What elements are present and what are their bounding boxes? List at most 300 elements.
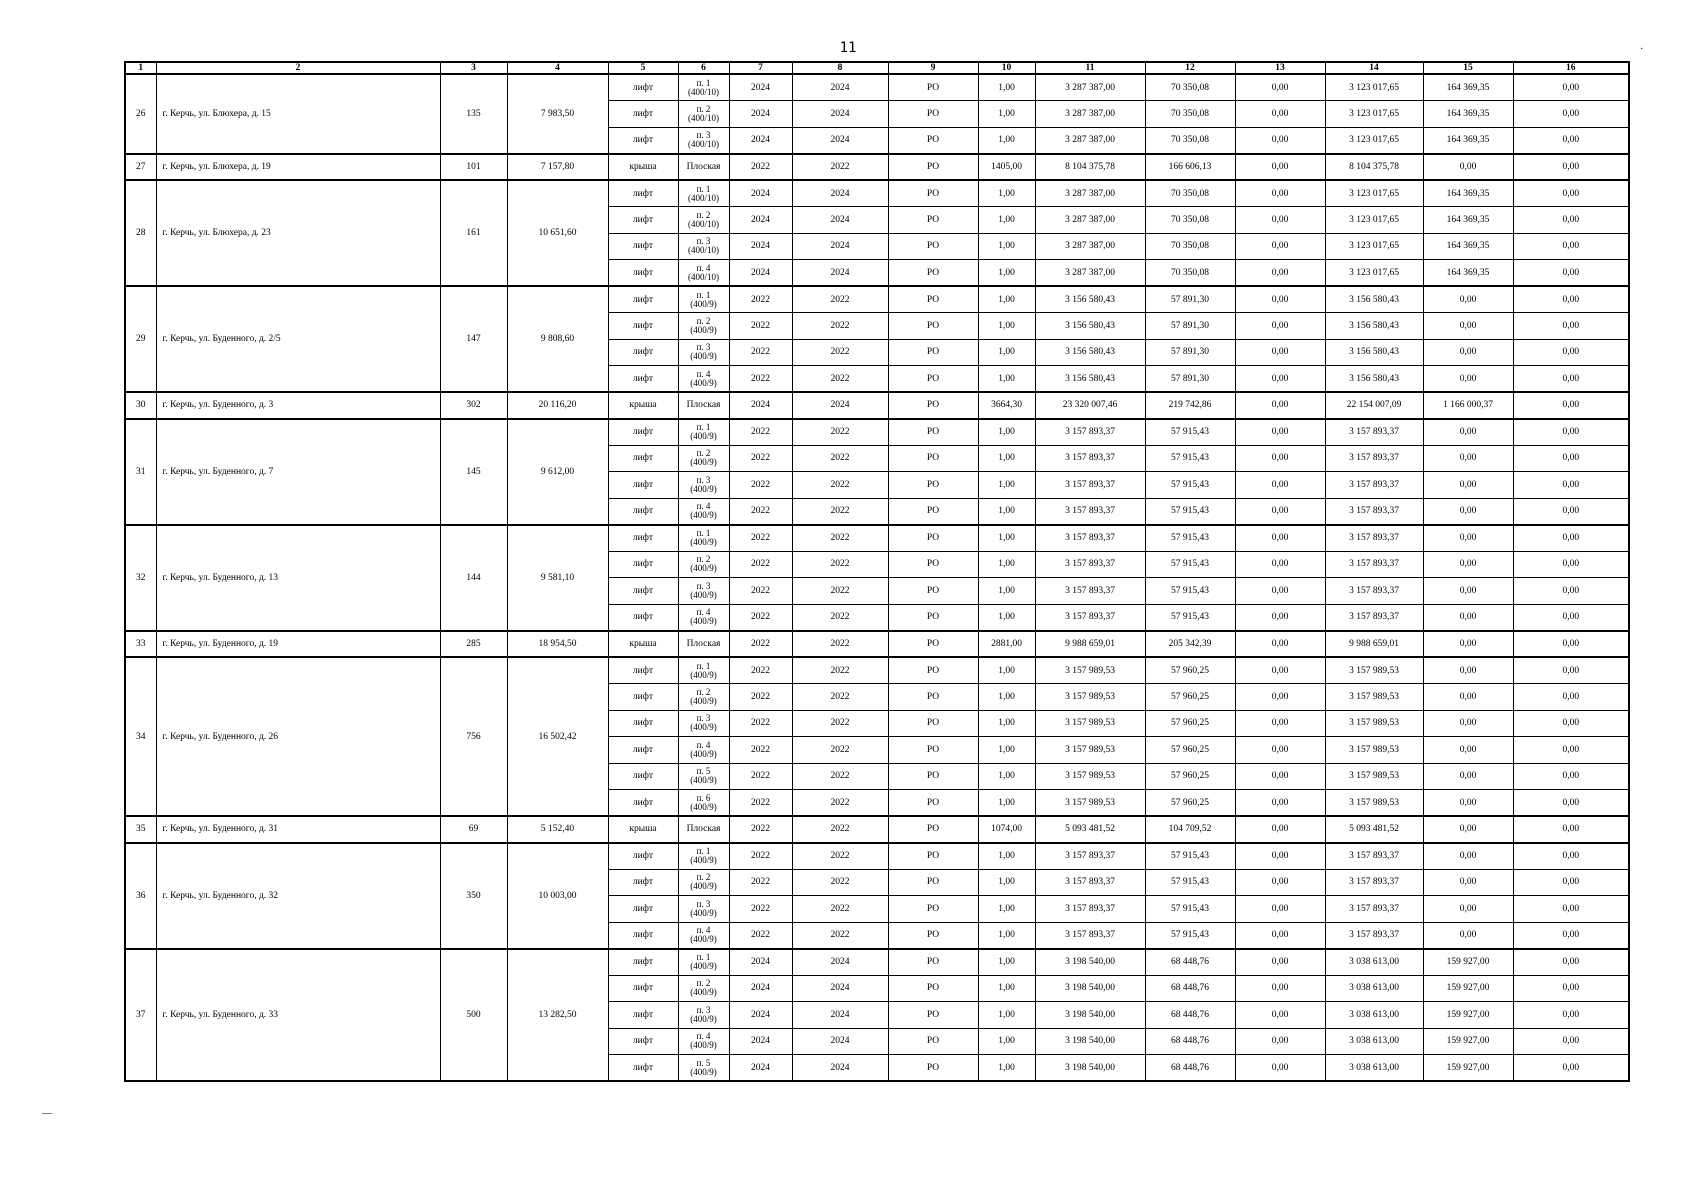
cell-col-11: 3 198 540,00 — [1035, 975, 1145, 1002]
cell-col-5: лифт — [608, 233, 678, 260]
cell-col-11: 3 157 893,37 — [1035, 525, 1145, 552]
cell-col-11: 3 156 580,43 — [1035, 366, 1145, 393]
cell-col-13: 0,00 — [1235, 525, 1325, 552]
cell-col-13: 0,00 — [1235, 207, 1325, 234]
cell-col-7: 2024 — [729, 975, 792, 1002]
cell-col-5: лифт — [608, 472, 678, 499]
cell-col-11: 3 157 989,53 — [1035, 737, 1145, 764]
cell-col-13: 0,00 — [1235, 339, 1325, 366]
column-header: 15 — [1423, 62, 1513, 74]
cell-col-16: 0,00 — [1513, 1002, 1629, 1029]
cell-address: г. Керчь, ул. Буденного, д. 3 — [156, 392, 440, 419]
cell-col-10: 1,00 — [978, 127, 1035, 154]
cell-col-11: 3 157 893,37 — [1035, 869, 1145, 896]
cell-col-12: 57 915,43 — [1145, 445, 1235, 472]
cell-col-14: 3 157 893,37 — [1325, 551, 1423, 578]
cell-col-8: 2022 — [792, 551, 888, 578]
cell-col-15: 0,00 — [1423, 816, 1513, 843]
cell-col-7: 2022 — [729, 896, 792, 923]
cell-col-7: 2022 — [729, 790, 792, 817]
cell-col-11: 3 157 893,37 — [1035, 922, 1145, 949]
cell-col-5: лифт — [608, 551, 678, 578]
cell-col-15: 0,00 — [1423, 710, 1513, 737]
cell-col-6: п. 4 (400/9) — [678, 498, 729, 525]
cell-col-12: 68 448,76 — [1145, 1055, 1235, 1082]
cell-num: 33 — [125, 631, 156, 658]
cell-col-7: 2024 — [729, 101, 792, 128]
cell-col-14: 3 157 893,37 — [1325, 419, 1423, 446]
cell-col-15: 0,00 — [1423, 339, 1513, 366]
cell-col-6: п. 5 (400/9) — [678, 763, 729, 790]
cell-col-12: 57 960,25 — [1145, 710, 1235, 737]
cell-col-5: лифт — [608, 922, 678, 949]
cell-col-6: п. 3 (400/9) — [678, 578, 729, 605]
cell-col-8: 2022 — [792, 631, 888, 658]
cell-col-11: 3 157 893,37 — [1035, 498, 1145, 525]
cell-col-13: 0,00 — [1235, 949, 1325, 976]
cell-col-15: 0,00 — [1423, 419, 1513, 446]
cell-col-8: 2022 — [792, 737, 888, 764]
cell-col-6: п. 2 (400/10) — [678, 207, 729, 234]
cell-col-14: 3 038 613,00 — [1325, 1002, 1423, 1029]
cell-col-15: 164 369,35 — [1423, 101, 1513, 128]
cell-col-7: 2024 — [729, 127, 792, 154]
cell-col-12: 57 960,25 — [1145, 790, 1235, 817]
cell-col-14: 8 104 375,78 — [1325, 154, 1423, 181]
cell-col-14: 3 156 580,43 — [1325, 313, 1423, 340]
cell-col-16: 0,00 — [1513, 180, 1629, 207]
cell-col-13: 0,00 — [1235, 763, 1325, 790]
cell-col-6: п. 3 (400/9) — [678, 339, 729, 366]
cell-col-6: п. 3 (400/9) — [678, 1002, 729, 1029]
cell-col-9: РО — [888, 339, 978, 366]
cell-col-9: РО — [888, 896, 978, 923]
cell-col-13: 0,00 — [1235, 657, 1325, 684]
cell-col-8: 2024 — [792, 233, 888, 260]
cell-col-5: лифт — [608, 74, 678, 101]
cell-col-6: п. 2 (400/9) — [678, 313, 729, 340]
cell-col-16: 0,00 — [1513, 657, 1629, 684]
cell-num: 28 — [125, 180, 156, 286]
cell-col-15: 0,00 — [1423, 763, 1513, 790]
cell-col-15: 159 927,00 — [1423, 1055, 1513, 1082]
cell-col-9: РО — [888, 1055, 978, 1082]
cell-col-9: РО — [888, 525, 978, 552]
cell-col-12: 57 915,43 — [1145, 578, 1235, 605]
cell-col-14: 3 123 017,65 — [1325, 127, 1423, 154]
table-row — [125, 419, 1629, 446]
cell-col-15: 0,00 — [1423, 737, 1513, 764]
cell-col-10: 1,00 — [978, 684, 1035, 711]
cell-col-5: лифт — [608, 578, 678, 605]
table-row — [125, 631, 1629, 658]
cell-col-5: лифт — [608, 339, 678, 366]
cell-col-10: 1,00 — [978, 286, 1035, 313]
cell-col-6: п. 2 (400/9) — [678, 684, 729, 711]
cell-col-8: 2022 — [792, 498, 888, 525]
column-header: 8 — [792, 62, 888, 74]
cell-col-7: 2024 — [729, 233, 792, 260]
cell-address: г. Керчь, ул. Буденного, д. 13 — [156, 525, 440, 631]
cell-col-5: лифт — [608, 710, 678, 737]
cell-col-11: 3 287 387,00 — [1035, 74, 1145, 101]
cell-col-10: 1,00 — [978, 101, 1035, 128]
cell-col-16: 0,00 — [1513, 684, 1629, 711]
cell-col-16: 0,00 — [1513, 74, 1629, 101]
cell-c3: 756 — [440, 657, 507, 816]
cell-c4: 7 157,80 — [507, 154, 608, 181]
cell-col-6: п. 1 (400/10) — [678, 74, 729, 101]
cell-col-9: РО — [888, 74, 978, 101]
cell-col-7: 2022 — [729, 339, 792, 366]
cell-col-16: 0,00 — [1513, 127, 1629, 154]
cell-col-5: лифт — [608, 207, 678, 234]
cell-col-13: 0,00 — [1235, 578, 1325, 605]
cell-col-16: 0,00 — [1513, 472, 1629, 499]
cell-col-7: 2024 — [729, 949, 792, 976]
cell-col-13: 0,00 — [1235, 896, 1325, 923]
cell-col-12: 205 342,39 — [1145, 631, 1235, 658]
cell-col-12: 57 960,25 — [1145, 763, 1235, 790]
cell-col-9: РО — [888, 684, 978, 711]
cell-col-12: 57 915,43 — [1145, 525, 1235, 552]
cell-col-12: 70 350,08 — [1145, 180, 1235, 207]
cell-col-7: 2022 — [729, 631, 792, 658]
cell-col-13: 0,00 — [1235, 286, 1325, 313]
column-header: 12 — [1145, 62, 1235, 74]
cell-col-14: 3 157 989,53 — [1325, 790, 1423, 817]
cell-col-8: 2022 — [792, 578, 888, 605]
cell-col-13: 0,00 — [1235, 74, 1325, 101]
cell-col-15: 0,00 — [1423, 154, 1513, 181]
cell-c4: 5 152,40 — [507, 816, 608, 843]
cell-col-13: 0,00 — [1235, 869, 1325, 896]
cell-col-13: 0,00 — [1235, 604, 1325, 631]
cell-col-9: РО — [888, 180, 978, 207]
table-row — [125, 286, 1629, 313]
cell-col-5: лифт — [608, 604, 678, 631]
column-header: 5 — [608, 62, 678, 74]
cell-col-11: 3 157 989,53 — [1035, 684, 1145, 711]
cell-col-13: 0,00 — [1235, 1055, 1325, 1082]
cell-num: 34 — [125, 657, 156, 816]
cell-col-9: РО — [888, 710, 978, 737]
cell-col-8: 2024 — [792, 1055, 888, 1082]
cell-c3: 101 — [440, 154, 507, 181]
cell-c4: 9 612,00 — [507, 419, 608, 525]
cell-col-5: лифт — [608, 180, 678, 207]
cell-col-11: 3 287 387,00 — [1035, 260, 1145, 287]
cell-col-6: п. 3 (400/10) — [678, 233, 729, 260]
cell-col-15: 0,00 — [1423, 843, 1513, 870]
cell-col-14: 3 157 893,37 — [1325, 525, 1423, 552]
cell-col-9: РО — [888, 260, 978, 287]
cell-col-9: РО — [888, 604, 978, 631]
cell-col-8: 2022 — [792, 922, 888, 949]
cell-col-11: 3 157 893,37 — [1035, 445, 1145, 472]
cell-col-13: 0,00 — [1235, 260, 1325, 287]
cell-col-8: 2022 — [792, 604, 888, 631]
cell-col-11: 3 157 989,53 — [1035, 710, 1145, 737]
cell-col-12: 57 915,43 — [1145, 896, 1235, 923]
cell-col-12: 57 915,43 — [1145, 419, 1235, 446]
cell-col-15: 0,00 — [1423, 896, 1513, 923]
cell-num: 35 — [125, 816, 156, 843]
cell-col-10: 1,00 — [978, 313, 1035, 340]
cell-col-14: 3 038 613,00 — [1325, 1055, 1423, 1082]
cell-col-5: лифт — [608, 1055, 678, 1082]
cell-col-14: 3 157 893,37 — [1325, 498, 1423, 525]
cell-col-6: п. 2 (400/9) — [678, 445, 729, 472]
cell-col-5: крыша — [608, 154, 678, 181]
cell-col-14: 3 156 580,43 — [1325, 339, 1423, 366]
cell-c4: 7 983,50 — [507, 74, 608, 154]
cell-col-11: 3 198 540,00 — [1035, 1002, 1145, 1029]
cell-col-14: 3 156 580,43 — [1325, 366, 1423, 393]
cell-col-8: 2024 — [792, 180, 888, 207]
column-header: 10 — [978, 62, 1035, 74]
cell-col-5: лифт — [608, 313, 678, 340]
cell-col-9: РО — [888, 154, 978, 181]
cell-col-15: 0,00 — [1423, 366, 1513, 393]
page-number: 11 — [839, 40, 857, 56]
cell-col-14: 3 157 989,53 — [1325, 737, 1423, 764]
cell-col-16: 0,00 — [1513, 1028, 1629, 1055]
cell-col-15: 0,00 — [1423, 286, 1513, 313]
cell-col-7: 2022 — [729, 525, 792, 552]
cell-col-15: 0,00 — [1423, 313, 1513, 340]
cell-col-10: 1,00 — [978, 233, 1035, 260]
cell-col-9: РО — [888, 578, 978, 605]
cell-col-5: лифт — [608, 286, 678, 313]
cell-col-10: 1,00 — [978, 790, 1035, 817]
cell-col-13: 0,00 — [1235, 366, 1325, 393]
cell-col-10: 1,00 — [978, 1002, 1035, 1029]
cell-col-5: лифт — [608, 525, 678, 552]
cell-col-7: 2022 — [729, 366, 792, 393]
cell-col-16: 0,00 — [1513, 763, 1629, 790]
column-header: 16 — [1513, 62, 1629, 74]
cell-col-13: 0,00 — [1235, 127, 1325, 154]
table-row — [125, 180, 1629, 207]
cell-col-11: 9 988 659,01 — [1035, 631, 1145, 658]
cell-address: г. Керчь, ул. Буденного, д. 7 — [156, 419, 440, 525]
cell-col-9: РО — [888, 498, 978, 525]
cell-col-16: 0,00 — [1513, 710, 1629, 737]
cell-col-9: РО — [888, 949, 978, 976]
cell-col-16: 0,00 — [1513, 207, 1629, 234]
cell-col-13: 0,00 — [1235, 551, 1325, 578]
cell-col-6: п. 5 (400/9) — [678, 1055, 729, 1082]
cell-col-14: 3 157 893,37 — [1325, 869, 1423, 896]
cell-col-5: лифт — [608, 843, 678, 870]
cell-col-10: 1,00 — [978, 604, 1035, 631]
cell-address: г. Керчь, ул. Блюхера, д. 19 — [156, 154, 440, 181]
cell-col-13: 0,00 — [1235, 154, 1325, 181]
cell-col-8: 2022 — [792, 896, 888, 923]
cell-col-15: 164 369,35 — [1423, 74, 1513, 101]
cell-col-15: 0,00 — [1423, 604, 1513, 631]
column-header: 11 — [1035, 62, 1145, 74]
column-header: 14 — [1325, 62, 1423, 74]
cell-col-12: 70 350,08 — [1145, 74, 1235, 101]
table-header-row — [125, 62, 1629, 74]
cell-address: г. Керчь, ул. Блюхера, д. 23 — [156, 180, 440, 286]
cell-col-5: лифт — [608, 498, 678, 525]
cell-c4: 18 954,50 — [507, 631, 608, 658]
data-table — [124, 61, 1630, 1082]
cell-col-8: 2022 — [792, 154, 888, 181]
cell-col-14: 3 157 893,37 — [1325, 472, 1423, 499]
cell-col-15: 0,00 — [1423, 578, 1513, 605]
cell-col-10: 1,00 — [978, 869, 1035, 896]
cell-col-8: 2022 — [792, 710, 888, 737]
cell-col-6: п. 4 (400/9) — [678, 604, 729, 631]
cell-col-7: 2022 — [729, 869, 792, 896]
cell-col-12: 57 960,25 — [1145, 657, 1235, 684]
cell-num: 29 — [125, 286, 156, 392]
cell-col-9: РО — [888, 207, 978, 234]
column-header: 1 — [125, 62, 156, 74]
cell-col-11: 3 157 989,53 — [1035, 657, 1145, 684]
cell-col-15: 164 369,35 — [1423, 233, 1513, 260]
cell-num: 26 — [125, 74, 156, 154]
cell-col-16: 0,00 — [1513, 445, 1629, 472]
cell-col-5: лифт — [608, 101, 678, 128]
cell-col-10: 1,00 — [978, 207, 1035, 234]
cell-col-14: 3 157 989,53 — [1325, 684, 1423, 711]
cell-col-13: 0,00 — [1235, 816, 1325, 843]
cell-c3: 135 — [440, 74, 507, 154]
cell-col-10: 1,00 — [978, 949, 1035, 976]
cell-col-16: 0,00 — [1513, 578, 1629, 605]
cell-col-15: 159 927,00 — [1423, 1002, 1513, 1029]
cell-col-13: 0,00 — [1235, 922, 1325, 949]
cell-col-14: 3 157 893,37 — [1325, 843, 1423, 870]
cell-col-6: Плоская — [678, 154, 729, 181]
cell-col-5: крыша — [608, 631, 678, 658]
cell-col-7: 2024 — [729, 1002, 792, 1029]
cell-col-14: 5 093 481,52 — [1325, 816, 1423, 843]
cell-col-16: 0,00 — [1513, 339, 1629, 366]
cell-col-15: 164 369,35 — [1423, 207, 1513, 234]
cell-col-6: п. 1 (400/9) — [678, 843, 729, 870]
cell-col-5: лифт — [608, 419, 678, 446]
cell-col-10: 1,00 — [978, 74, 1035, 101]
cell-col-7: 2022 — [729, 843, 792, 870]
cell-col-13: 0,00 — [1235, 1028, 1325, 1055]
cell-col-12: 68 448,76 — [1145, 975, 1235, 1002]
cell-col-12: 57 915,43 — [1145, 843, 1235, 870]
cell-c3: 69 — [440, 816, 507, 843]
cell-col-16: 0,00 — [1513, 949, 1629, 976]
cell-col-11: 3 157 989,53 — [1035, 790, 1145, 817]
cell-col-11: 3 287 387,00 — [1035, 180, 1145, 207]
cell-col-11: 3 287 387,00 — [1035, 207, 1145, 234]
cell-col-13: 0,00 — [1235, 710, 1325, 737]
cell-col-16: 0,00 — [1513, 843, 1629, 870]
cell-col-10: 1,00 — [978, 366, 1035, 393]
cell-col-5: лифт — [608, 1028, 678, 1055]
corner-mark-bottom: — — [42, 1108, 52, 1119]
cell-num: 27 — [125, 154, 156, 181]
cell-col-5: лифт — [608, 260, 678, 287]
cell-col-13: 0,00 — [1235, 498, 1325, 525]
cell-col-14: 3 123 017,65 — [1325, 207, 1423, 234]
table-row — [125, 154, 1629, 181]
cell-col-7: 2022 — [729, 684, 792, 711]
cell-col-10: 1074,00 — [978, 816, 1035, 843]
cell-col-10: 1,00 — [978, 551, 1035, 578]
cell-col-13: 0,00 — [1235, 843, 1325, 870]
cell-col-7: 2022 — [729, 737, 792, 764]
cell-col-6: п. 2 (400/9) — [678, 869, 729, 896]
cell-col-13: 0,00 — [1235, 233, 1325, 260]
cell-col-9: РО — [888, 975, 978, 1002]
cell-col-10: 1,00 — [978, 1028, 1035, 1055]
cell-col-16: 0,00 — [1513, 498, 1629, 525]
cell-col-10: 1,00 — [978, 896, 1035, 923]
cell-col-14: 3 123 017,65 — [1325, 233, 1423, 260]
cell-col-9: РО — [888, 313, 978, 340]
cell-col-9: РО — [888, 419, 978, 446]
cell-col-15: 159 927,00 — [1423, 975, 1513, 1002]
cell-col-13: 0,00 — [1235, 419, 1325, 446]
cell-col-16: 0,00 — [1513, 419, 1629, 446]
cell-col-12: 57 891,30 — [1145, 366, 1235, 393]
cell-num: 32 — [125, 525, 156, 631]
cell-col-16: 0,00 — [1513, 392, 1629, 419]
cell-col-10: 1,00 — [978, 260, 1035, 287]
cell-col-16: 0,00 — [1513, 922, 1629, 949]
cell-col-13: 0,00 — [1235, 790, 1325, 817]
cell-col-14: 9 988 659,01 — [1325, 631, 1423, 658]
cell-col-9: РО — [888, 922, 978, 949]
cell-col-14: 3 123 017,65 — [1325, 101, 1423, 128]
cell-col-8: 2024 — [792, 1002, 888, 1029]
cell-col-9: РО — [888, 233, 978, 260]
cell-col-12: 57 891,30 — [1145, 339, 1235, 366]
cell-col-12: 166 606,13 — [1145, 154, 1235, 181]
cell-col-15: 0,00 — [1423, 631, 1513, 658]
cell-col-13: 0,00 — [1235, 313, 1325, 340]
cell-col-14: 3 038 613,00 — [1325, 975, 1423, 1002]
cell-col-8: 2022 — [792, 313, 888, 340]
corner-mark: · — [1640, 44, 1644, 55]
cell-col-14: 3 123 017,65 — [1325, 74, 1423, 101]
cell-col-9: РО — [888, 843, 978, 870]
cell-col-7: 2024 — [729, 392, 792, 419]
column-header: 4 — [507, 62, 608, 74]
cell-col-6: п. 1 (400/9) — [678, 525, 729, 552]
cell-col-16: 0,00 — [1513, 896, 1629, 923]
cell-col-5: лифт — [608, 763, 678, 790]
cell-col-5: лифт — [608, 684, 678, 711]
cell-col-7: 2022 — [729, 604, 792, 631]
cell-col-12: 70 350,08 — [1145, 233, 1235, 260]
cell-num: 36 — [125, 843, 156, 949]
cell-col-12: 68 448,76 — [1145, 1002, 1235, 1029]
cell-col-7: 2024 — [729, 74, 792, 101]
cell-c3: 144 — [440, 525, 507, 631]
cell-col-11: 3 157 893,37 — [1035, 843, 1145, 870]
cell-col-9: РО — [888, 392, 978, 419]
cell-col-9: РО — [888, 551, 978, 578]
cell-col-7: 2024 — [729, 207, 792, 234]
cell-col-9: РО — [888, 286, 978, 313]
cell-col-16: 0,00 — [1513, 737, 1629, 764]
table-row — [125, 525, 1629, 552]
